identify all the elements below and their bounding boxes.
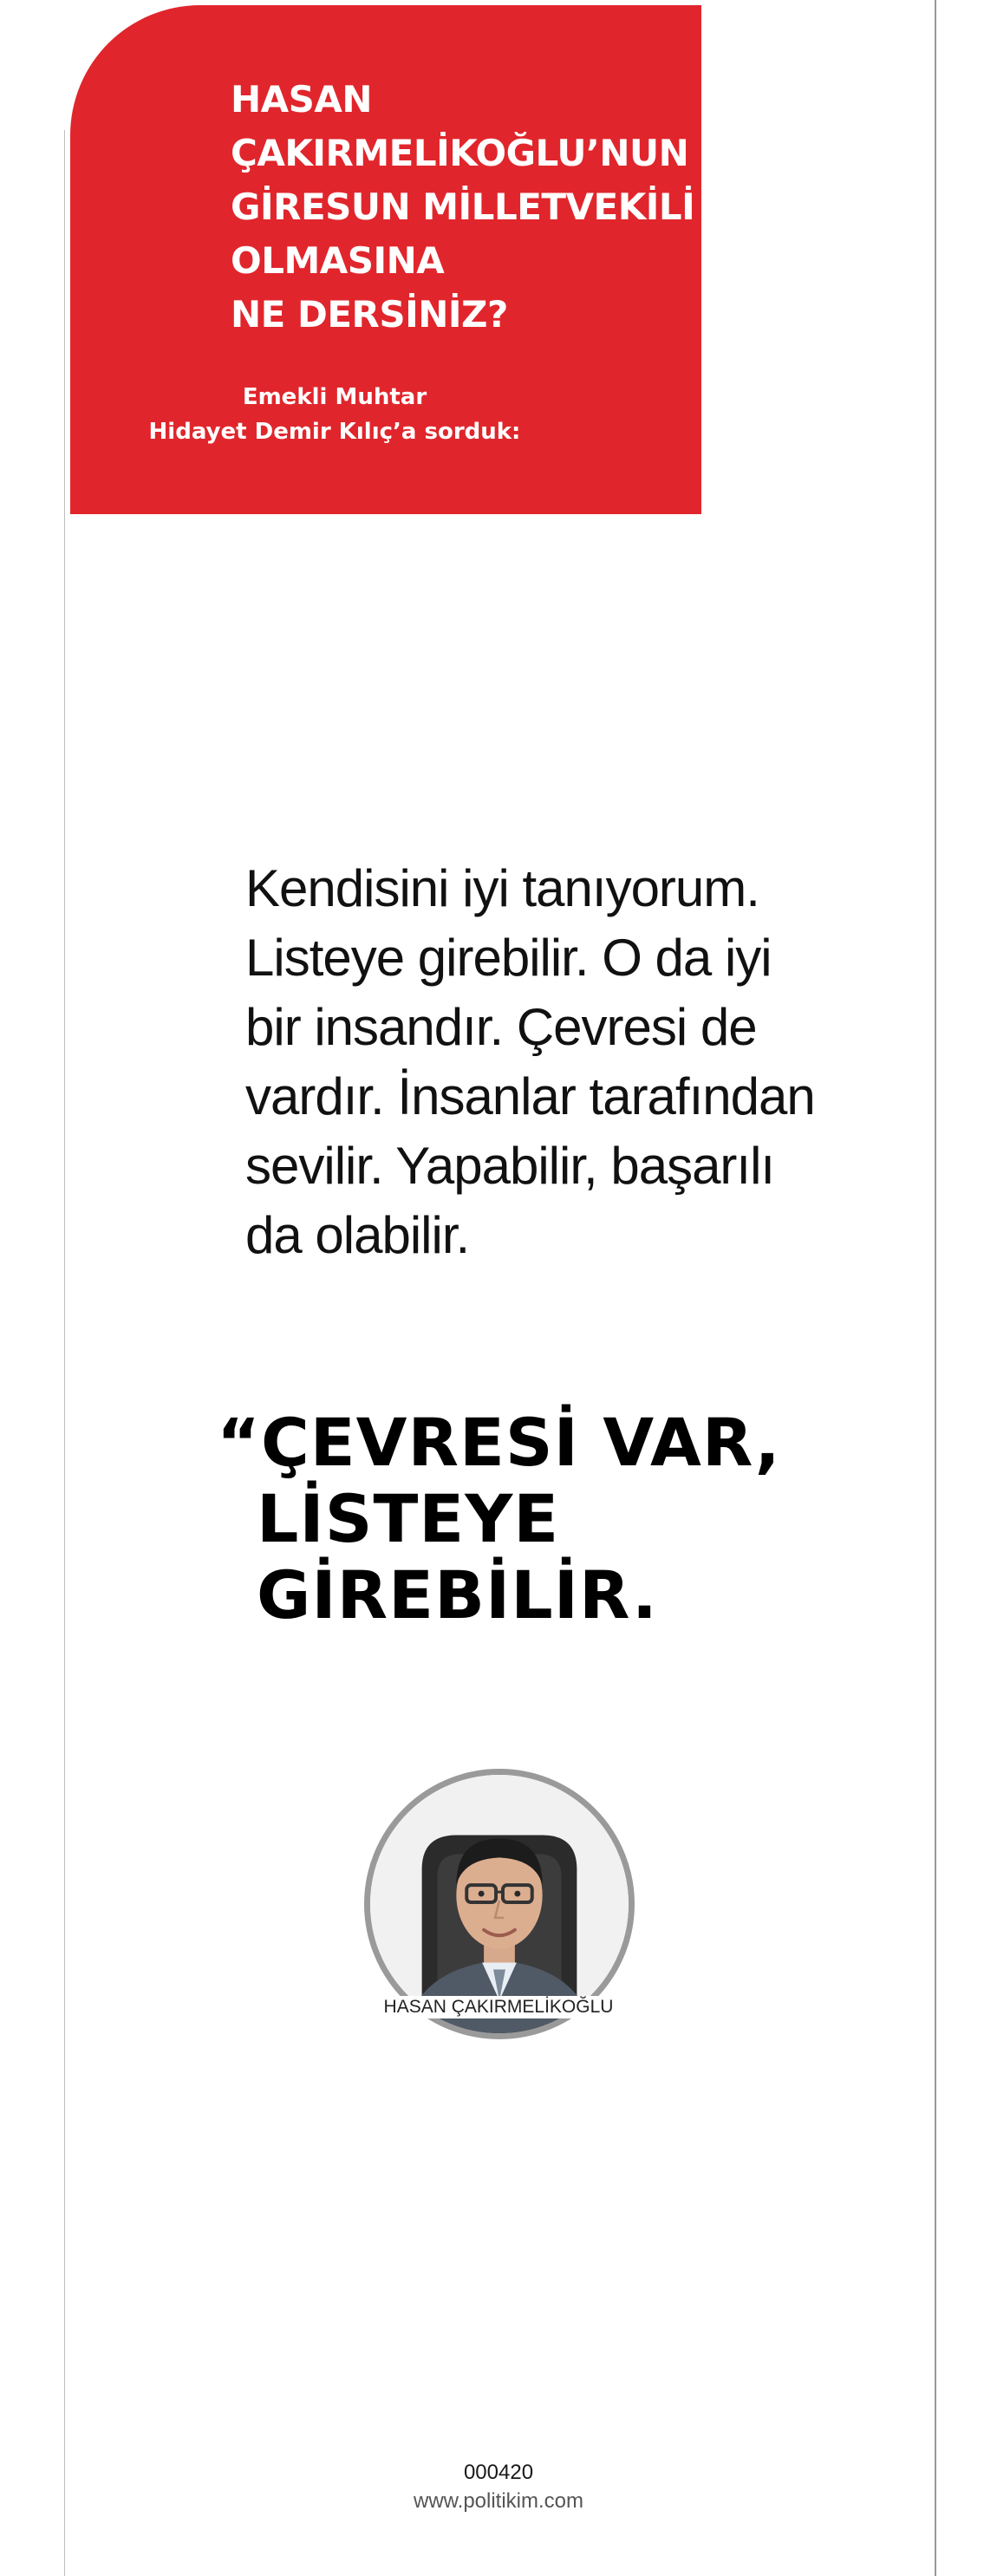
- portrait-illustration: [370, 1775, 629, 2033]
- pull-quote-line: LİSTEYE: [257, 1480, 560, 1557]
- left-page-rule: [64, 130, 65, 2576]
- question-header-box: [70, 5, 701, 514]
- pull-quote: [217, 1405, 824, 1634]
- question-title-line: NE DERSİNİZ?: [231, 293, 508, 336]
- page-code: 000420: [463, 2461, 534, 2484]
- question-title-line: OLMASINA: [231, 239, 445, 282]
- answer-line: bir insandır. Çevresi de: [245, 998, 757, 1056]
- answer-line: Kendisini iyi tanıyorum.: [245, 859, 759, 917]
- question-title: [231, 73, 695, 342]
- pull-quote-line: GİREBİLİR.: [257, 1556, 658, 1634]
- right-page-rule: [935, 0, 936, 2576]
- answer-text: [245, 854, 870, 1270]
- pull-quote-line: “ÇEVRESİ VAR,: [217, 1404, 781, 1481]
- question-byline: [70, 380, 599, 449]
- answer-line: sevilir. Yapabilir, başarılı: [245, 1137, 775, 1195]
- question-title-line: GİRESUN MİLLETVEKİLİ: [231, 186, 695, 228]
- answer-line: da olabilir.: [245, 1206, 470, 1264]
- answer-line: vardır. İnsanlar tarafından: [245, 1067, 815, 1125]
- photo-caption: HASAN ÇAKIRMELİKOĞLU: [286, 1996, 711, 2018]
- question-title-line: ÇAKIRMELİKOĞLU’NUN: [231, 132, 689, 174]
- byline-line: Emekli Muhtar: [242, 384, 427, 410]
- answer-line: Listeye girebilir. O da iyi: [245, 929, 772, 987]
- site-url: www.politikim.com: [413, 2489, 584, 2513]
- byline-line: Hidayet Demir Kılıç’a sorduk:: [148, 419, 521, 445]
- question-title-line: HASAN: [231, 78, 373, 121]
